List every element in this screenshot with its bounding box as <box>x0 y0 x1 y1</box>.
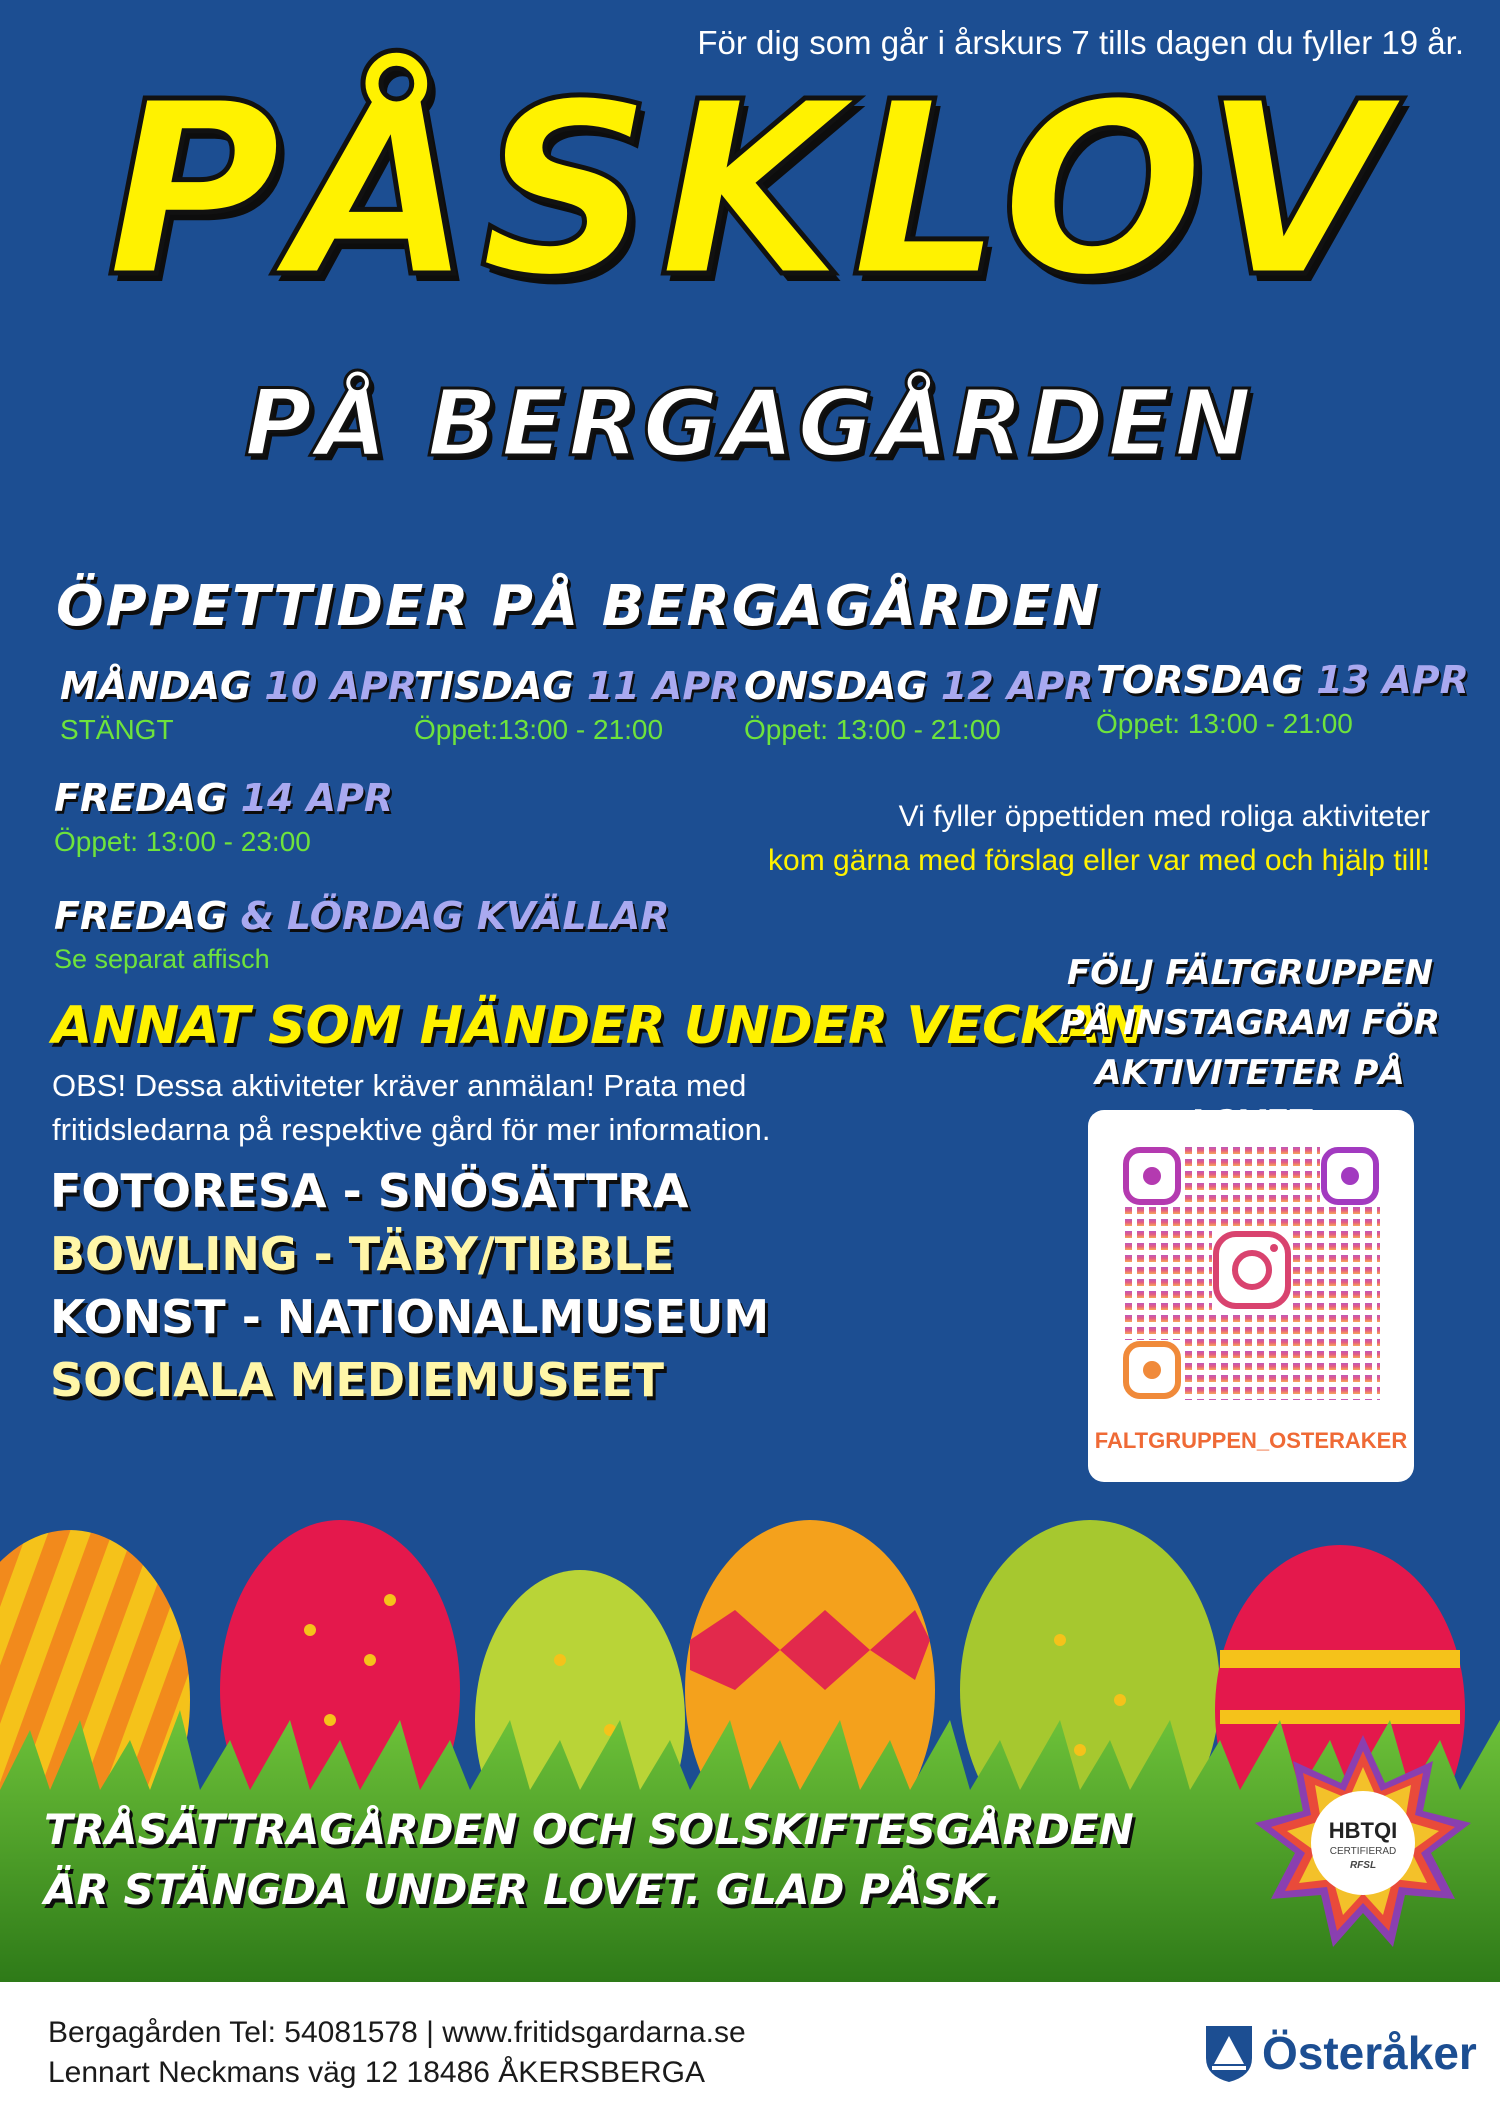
day-name: FREDAG <box>54 776 228 820</box>
day-hours: Öppet: 13:00 - 21:00 <box>744 714 1001 745</box>
poster-subtitle: PÅ BERGAGÅRDEN <box>244 370 1256 477</box>
instagram-line-3: AKTIVITETER PÅ <box>1095 1053 1405 1093</box>
instagram-line-1: FÖLJ FÄLTGRUPPEN <box>1067 953 1433 993</box>
fill-line-2: kom gärna med förslag eller var med och hjälp till! <box>768 844 1430 877</box>
day-name: MÅNDAG <box>60 664 252 708</box>
day-name: TORSDAG <box>1096 658 1303 702</box>
footer-contact: Bergagården Tel: 54081578 | www.fritidsgardarna.se <box>48 2016 746 2049</box>
instagram-qr-card[interactable] <box>1088 1110 1414 1482</box>
activities-heading: ANNAT SOM HÄNDER UNDER VECKAN <box>52 996 1145 1056</box>
activity-item: BOWLING - TÄBY/TIBBLE <box>50 1227 675 1281</box>
opening-hours-heading: ÖPPETTIDER PÅ BERGAGÅRDEN <box>56 574 1102 639</box>
closing-line-1: TRÅSÄTTRAGÅRDEN OCH SOLSKIFTESGÅRDEN <box>44 1805 1134 1854</box>
day-hours: STÄNGT <box>60 714 174 745</box>
activity-item: KONST - NATIONALMUSEUM <box>50 1290 770 1344</box>
activity-item: SOCIALA MEDIEMUSEET <box>50 1353 665 1407</box>
evenings <box>54 894 670 975</box>
day-hours: Öppet: 13:00 - 21:00 <box>1096 708 1353 739</box>
tagline: För dig som går i årskurs 7 tills dagen du fyller 19 år. <box>697 24 1464 61</box>
footer-address: Lennart Neckmans väg 12 18486 ÅKERSBERGA <box>48 2056 706 2089</box>
activities-list <box>50 1160 769 1412</box>
fill-line-1: Vi fyller öppettiden med roliga aktiviteter <box>898 800 1430 833</box>
shield-icon <box>1204 2024 1254 2084</box>
instagram-handle: FALTGRUPPEN_OSTERAKER <box>1094 1428 1408 1453</box>
poster-title: PÅSKLOV <box>105 50 1395 330</box>
day-friday <box>54 776 393 858</box>
day-name: ONSDAG <box>744 664 928 708</box>
activities-note-line-2: fritidsledarna på respektive gård för mer information. <box>52 1112 771 1147</box>
qr-code-icon <box>1088 1110 1414 1410</box>
day-date: 13 APR <box>1316 658 1469 702</box>
day-thursday <box>1096 658 1469 740</box>
evenings-note: Se separat affisch <box>54 944 270 974</box>
day-date: 12 APR <box>940 664 1094 708</box>
day-tuesday <box>414 664 739 746</box>
badge-org: RFSL <box>1349 1860 1377 1871</box>
activities-note <box>52 1064 912 1152</box>
day-date: 10 APR <box>264 664 418 708</box>
osteraker-logo <box>1204 2022 1477 2086</box>
day-date: 11 APR <box>586 664 740 708</box>
day-name: TISDAG <box>414 664 574 708</box>
day-hours: Öppet: 13:00 - 23:00 <box>54 826 311 857</box>
evenings-rest: & LÖRDAG KVÄLLAR <box>240 894 670 938</box>
day-date: 14 APR <box>240 776 394 820</box>
hbtqi-certified-badge <box>1252 1732 1474 1954</box>
activity-item: FOTORESA - SNÖSÄTTRA <box>50 1164 689 1218</box>
evenings-name: FREDAG <box>54 894 228 938</box>
day-monday <box>60 664 417 746</box>
activities-note-line-1: OBS! Dessa aktiviteter kräver anmälan! Prata med <box>52 1068 747 1103</box>
day-wednesday <box>744 664 1094 746</box>
day-hours: Öppet:13:00 - 21:00 <box>414 714 664 745</box>
instagram-line-2: PÅ INSTAGRAM FÖR <box>1060 1003 1440 1043</box>
closing-message <box>44 1800 1134 1920</box>
closing-line-2: ÄR STÄNGDA UNDER LOVET. GLAD PÅSK. <box>44 1865 1002 1914</box>
badge-label: HBTQI <box>1328 1818 1398 1843</box>
badge-sub: CERTIFIERAD <box>1329 1846 1397 1857</box>
brand-name: Österåker <box>1262 2027 1477 2079</box>
